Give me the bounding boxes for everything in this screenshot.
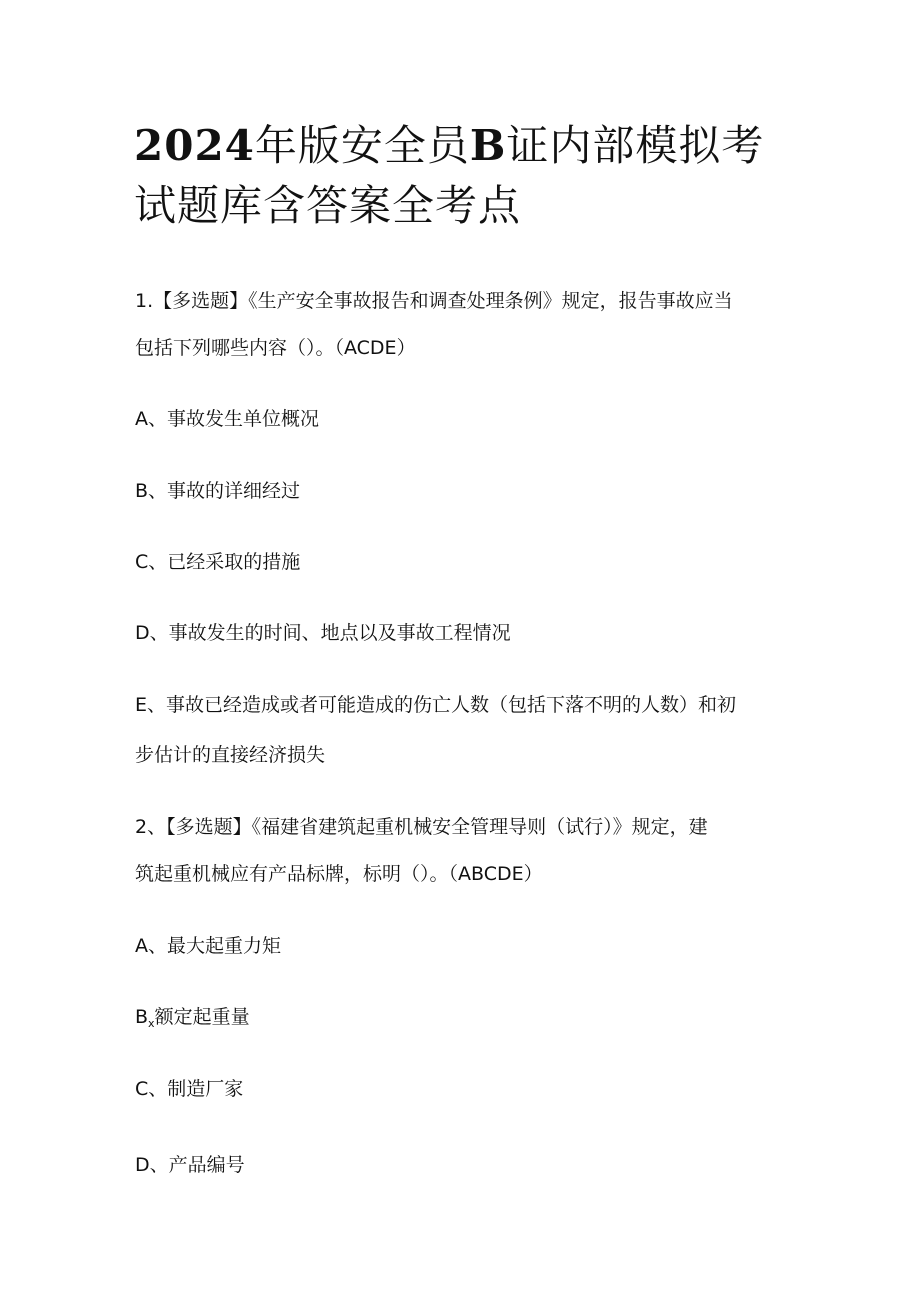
q1-option-e-line-1: E、事故已经造成或者可能造成的伤亡人数（包括下落不明的人数）和初 bbox=[135, 694, 737, 716]
q2-stem-line-2: 筑起重机械应有产品标牌，标明（）。（ABCDE） bbox=[135, 863, 543, 885]
q2-option-b-letter: B bbox=[135, 1006, 149, 1028]
q2-option-a: A、最大起重力矩 bbox=[135, 935, 281, 957]
q2-option-b-mark: x bbox=[148, 1017, 155, 1030]
q2-option-d: D、产品编号 bbox=[135, 1154, 245, 1176]
q1-stem-line-2: 包括下列哪些内容（）。（ACDE） bbox=[135, 337, 416, 359]
title-line-1: 2024年版安全员B证内部模拟考 bbox=[134, 121, 765, 170]
q1-option-e-line-2: 步估计的直接经济损失 bbox=[135, 744, 326, 766]
q1-option-a: A、事故发生单位概况 bbox=[135, 408, 319, 430]
q1-option-b: B、事故的详细经过 bbox=[135, 480, 301, 502]
document-title bbox=[134, 116, 814, 236]
title-line-2: 试题库含答案全考点 bbox=[134, 181, 522, 230]
q2-option-c: C、制造厂家 bbox=[135, 1078, 244, 1100]
title-latin-run: B bbox=[469, 121, 507, 170]
q2-option-b-text: 额定起重量 bbox=[154, 1006, 250, 1028]
title-latin-run: 2024 bbox=[134, 121, 255, 170]
q1-option-c: C、已经采取的措施 bbox=[135, 551, 301, 573]
q2-option-b bbox=[135, 1005, 250, 1036]
q1-option-d: D、事故发生的时间、地点以及事故工程情况 bbox=[135, 622, 511, 644]
q1-stem-line-1: 1.【多选题】《生产安全事故报告和调查处理条例》规定，报告事故应当 bbox=[135, 290, 733, 312]
q2-stem-line-1: 2、【多选题】《福建省建筑起重机械安全管理导则（试行）》规定，建 bbox=[135, 816, 708, 838]
